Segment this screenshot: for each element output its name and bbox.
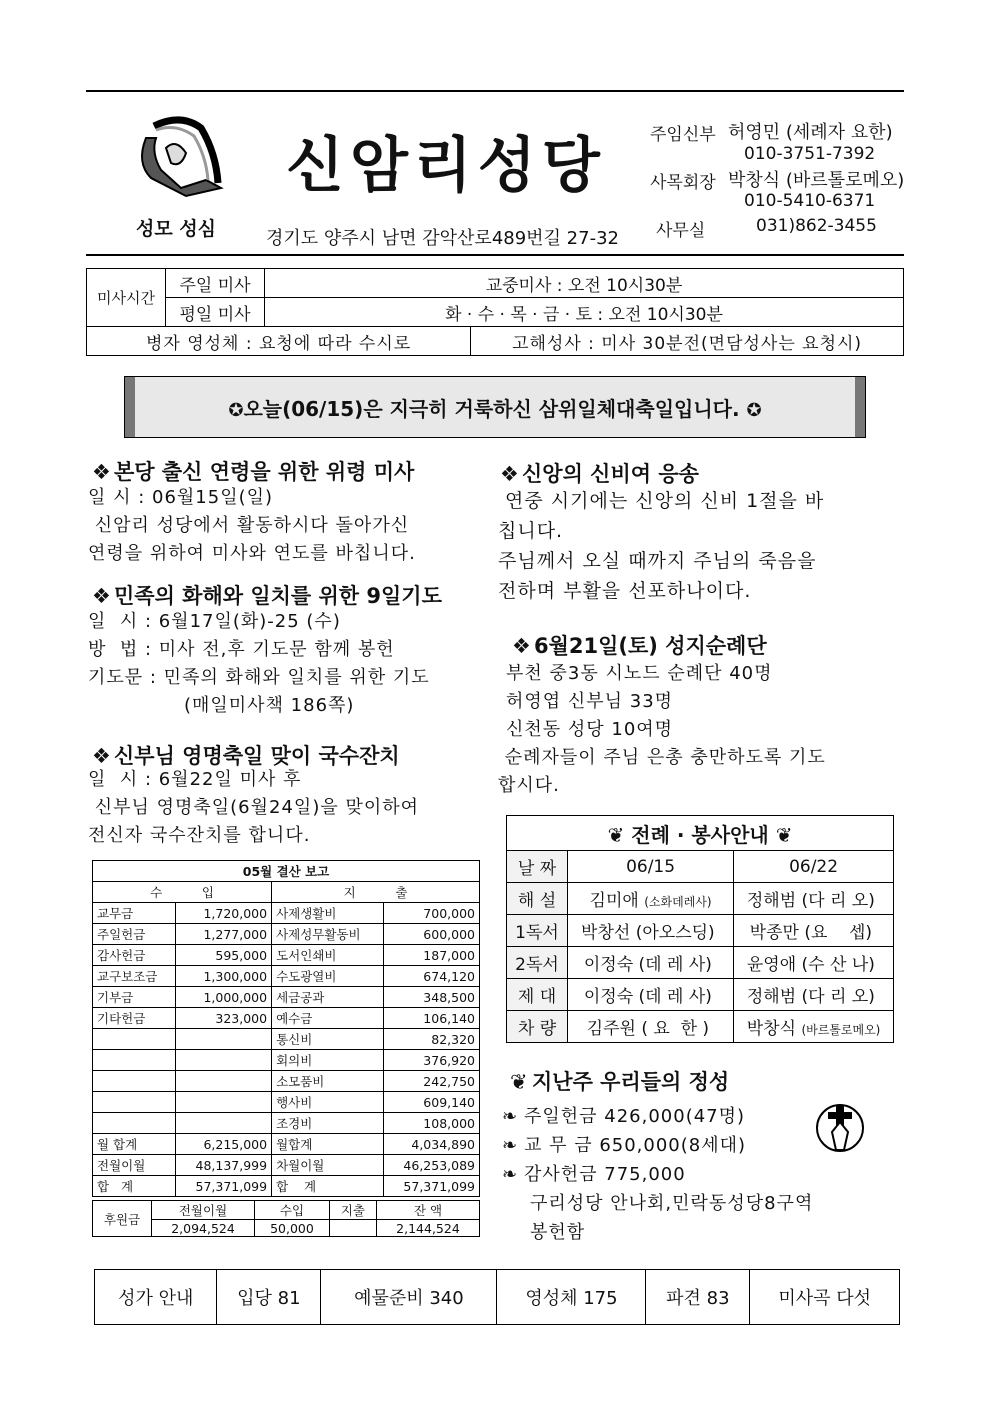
service-table xyxy=(506,815,894,1043)
finance-row xyxy=(93,1113,480,1134)
line: 순례자들이 주님 은총 충만하도록 기도 xyxy=(498,747,826,768)
expense-item: 수도광열비 xyxy=(272,966,384,987)
finance-row xyxy=(93,1134,480,1155)
hymn-row xyxy=(95,1270,900,1325)
support-value xyxy=(329,1220,376,1237)
expense-header: 지 출 xyxy=(272,882,480,903)
hymn-item: 입당 81 xyxy=(217,1270,321,1325)
expense-item: 조경비 xyxy=(272,1113,384,1134)
income-amount xyxy=(175,1113,271,1134)
line: 방 법 : 미사 전,후 기도문 함께 봉헌 xyxy=(88,639,395,660)
support-table xyxy=(92,1200,480,1237)
hymn-label: 성가 안내 xyxy=(95,1270,217,1325)
income-item: 기타헌금 xyxy=(93,1008,176,1029)
weekday-mass-value: 화 · 수 · 목 · 금 · 토 : 오전 10시30분 xyxy=(265,298,904,327)
person-name: 윤영애 (수 산 나) xyxy=(746,955,875,975)
line: 기도문 : 민족의 화해와 일치를 위한 기도 xyxy=(88,667,430,688)
person-name: 정해범 (다 리 오) xyxy=(746,891,875,911)
floral-icon: ❦ xyxy=(775,822,793,847)
finance-row xyxy=(93,924,480,945)
section-title: 본당 출신 연령을 위한 위령 미사 xyxy=(114,460,415,484)
income-amount: 323,000 xyxy=(175,1008,271,1029)
income-item: 교무금 xyxy=(93,903,176,924)
service-person xyxy=(734,947,894,979)
service-row xyxy=(507,883,894,915)
diamond-bullet-icon: ❖ xyxy=(92,744,111,768)
income-amount xyxy=(175,1050,271,1071)
support-label: 후원금 xyxy=(93,1201,152,1237)
expense-amount: 106,140 xyxy=(383,1008,479,1029)
church-name: 신암리성당 xyxy=(286,131,606,201)
confession-info: 고해성사 : 미사 30분전(면담성사는 요청시) xyxy=(471,327,904,356)
offering-thanks: 감사헌금 775,000 xyxy=(524,1164,686,1185)
hymn-item: 미사곡 다섯 xyxy=(750,1270,900,1325)
service-role: 차 량 xyxy=(507,1011,568,1043)
sunday-mass-label: 주일 미사 xyxy=(166,269,265,298)
finance-row xyxy=(93,1008,480,1029)
service-person xyxy=(734,1011,894,1043)
expense-item: 회의비 xyxy=(272,1050,384,1071)
line: 구리성당 안나회,민락동성당8구역 xyxy=(530,1193,814,1214)
praying-hands-icon xyxy=(814,1100,866,1156)
expense-amount: 348,500 xyxy=(383,987,479,1008)
service-role: 제 대 xyxy=(507,979,568,1011)
line: 일 시 : 6월22일 미사 후 xyxy=(88,769,302,790)
support-value: 2,094,524 xyxy=(152,1220,255,1237)
expense-amount: 82,320 xyxy=(383,1029,479,1050)
service-person xyxy=(734,883,894,915)
expense-item: 합 계 xyxy=(272,1176,384,1197)
finance-row xyxy=(93,987,480,1008)
expense-item: 통신비 xyxy=(272,1029,384,1050)
expense-item: 소모품비 xyxy=(272,1071,384,1092)
service-role: 해 설 xyxy=(507,883,568,915)
service-person xyxy=(568,915,734,947)
income-item: 합 계 xyxy=(93,1176,176,1197)
finance-row xyxy=(93,1092,480,1113)
line xyxy=(502,1131,813,1160)
line: 일 시 : 06월15일(일) xyxy=(88,487,274,508)
council-phone: 010-5410-6371 xyxy=(744,191,876,211)
offering-sunday: 주일헌금 426,000(47명) xyxy=(524,1106,746,1127)
income-header: 수 입 xyxy=(93,882,272,903)
section-pilgrimage xyxy=(512,630,767,660)
service-row xyxy=(507,915,894,947)
service-row xyxy=(507,947,894,979)
expense-amount: 57,371,099 xyxy=(383,1176,479,1197)
line: 연령을 위하여 미사와 연도를 바칩니다. xyxy=(88,543,416,564)
income-amount: 1,000,000 xyxy=(175,987,271,1008)
income-item: 교구보조금 xyxy=(93,966,176,987)
finance-row xyxy=(93,1155,480,1176)
memorial-mass-body xyxy=(88,484,416,568)
hymn-item: 예물준비 340 xyxy=(321,1270,497,1325)
expense-item: 월합계 xyxy=(272,1134,384,1155)
service-rows xyxy=(507,883,894,1043)
service-row xyxy=(507,1011,894,1043)
noodle-feast-body xyxy=(88,766,419,850)
acclamation-body xyxy=(498,486,824,606)
leaf-bullet-icon: ❧ xyxy=(502,1135,519,1156)
pastor-name: 허영민 (세례자 요한) xyxy=(728,122,893,143)
support-value: 2,144,524 xyxy=(376,1220,479,1237)
person-name: 이정숙 (데 레 사) xyxy=(583,987,712,1007)
diamond-bullet-icon: ❖ xyxy=(92,584,111,608)
banner xyxy=(124,376,866,438)
line: 전하며 부활을 선포하나이다. xyxy=(498,580,752,602)
person-baptismal-name: (바르톨로메오) xyxy=(801,1023,881,1037)
line: 연중 시기에는 신앙의 신비 1절을 바 xyxy=(498,490,825,512)
service-person xyxy=(568,979,734,1011)
sacred-heart-logo-icon xyxy=(126,108,226,208)
line: 허영엽 신부님 33명 xyxy=(506,691,674,712)
finance-table xyxy=(92,860,480,1197)
expense-amount: 674,120 xyxy=(383,966,479,987)
finance-row xyxy=(93,1071,480,1092)
top-rule xyxy=(86,90,904,92)
person-name: 이정숙 (데 레 사) xyxy=(583,955,712,975)
income-amount: 48,137,999 xyxy=(175,1155,271,1176)
income-item: 기부금 xyxy=(93,987,176,1008)
person-baptismal-name: (소화데레사) xyxy=(644,895,712,909)
pastor-label: 주임신부 xyxy=(650,125,716,145)
service-person xyxy=(734,979,894,1011)
expense-item: 사제생활비 xyxy=(272,903,384,924)
hymn-item: 파견 83 xyxy=(646,1270,750,1325)
finance-row xyxy=(93,1176,480,1197)
weekday-mass-label: 평일 미사 xyxy=(166,298,265,327)
expense-item: 예수금 xyxy=(272,1008,384,1029)
line: 전신자 국수잔치를 합니다. xyxy=(88,825,311,846)
expense-amount: 600,000 xyxy=(383,924,479,945)
income-amount: 595,000 xyxy=(175,945,271,966)
service-date: 06/15 xyxy=(568,851,734,883)
council-label: 사목회장 xyxy=(650,173,716,193)
support-header: 잔 액 xyxy=(376,1201,479,1220)
pastor-phone: 010-3751-7392 xyxy=(744,144,876,164)
expense-amount: 376,920 xyxy=(383,1050,479,1071)
section-offering xyxy=(510,1066,729,1096)
income-item: 전월이월 xyxy=(93,1155,176,1176)
church-address: 경기도 양주시 남면 감악산로489번길 27-32 xyxy=(266,228,619,249)
hymn-item: 영성체 175 xyxy=(497,1270,646,1325)
section-acclamation xyxy=(500,458,699,488)
logo-caption: 성모 성심 xyxy=(136,218,217,240)
line xyxy=(502,1102,813,1131)
diamond-bullet-icon: ❖ xyxy=(500,462,519,486)
service-person xyxy=(568,947,734,979)
income-amount: 1,720,000 xyxy=(175,903,271,924)
banner-text: 오늘(06/15)은 지극히 거룩하신 삼위일체대축일입니다. xyxy=(243,397,740,421)
diamond-bullet-icon: ❖ xyxy=(92,460,111,484)
finance-row xyxy=(93,903,480,924)
income-item xyxy=(93,1092,176,1113)
finance-row xyxy=(93,1050,480,1071)
service-row xyxy=(507,979,894,1011)
leaf-bullet-icon: ❧ xyxy=(502,1164,519,1185)
income-amount: 57,371,099 xyxy=(175,1176,271,1197)
section-title: 6월21일(토) 성지순례단 xyxy=(534,634,767,658)
person-name: 박종만 (요 셉) xyxy=(749,923,873,943)
expense-amount: 700,000 xyxy=(383,903,479,924)
income-item xyxy=(93,1071,176,1092)
line: 칩니다. xyxy=(498,520,564,542)
support-header: 전월이월 xyxy=(152,1201,255,1220)
offering-dues: 교 무 금 650,000(8세대) xyxy=(524,1135,747,1156)
expense-item: 도서인쇄비 xyxy=(272,945,384,966)
income-amount xyxy=(175,1071,271,1092)
star-icon: ✪ xyxy=(228,400,244,421)
section-memorial-mass xyxy=(92,456,414,486)
finance-rows xyxy=(93,903,480,1197)
office-phone: 031)862-3455 xyxy=(756,216,877,236)
mass-schedule-table xyxy=(86,268,904,356)
line xyxy=(502,1160,813,1189)
finance-title: 05월 결산 보고 xyxy=(93,861,480,882)
expense-amount: 46,253,089 xyxy=(383,1155,479,1176)
income-amount: 6,215,000 xyxy=(175,1134,271,1155)
date-label: 날 짜 xyxy=(507,851,568,883)
hymn-table xyxy=(94,1269,900,1325)
line: 주님께서 오실 때까지 주님의 죽음을 xyxy=(498,550,817,572)
expense-item: 세금공과 xyxy=(272,987,384,1008)
sunday-mass-value: 교중미사 : 오전 10시30분 xyxy=(265,269,904,298)
person-name: 정해범 (다 리 오) xyxy=(746,987,875,1007)
person-name: 김주원 ( 요 한 ) xyxy=(586,1019,710,1039)
service-role: 1독서 xyxy=(507,915,568,947)
service-person xyxy=(568,883,734,915)
income-item xyxy=(93,1029,176,1050)
person-name: 박창식 xyxy=(746,1019,797,1039)
line: 봉헌함 xyxy=(530,1222,586,1243)
expense-amount: 609,140 xyxy=(383,1092,479,1113)
expense-amount: 4,034,890 xyxy=(383,1134,479,1155)
office-label: 사무실 xyxy=(656,221,706,241)
logo xyxy=(126,108,226,208)
expense-amount: 242,750 xyxy=(383,1071,479,1092)
service-title-cell xyxy=(507,816,894,851)
service-title: 전례 · 봉사안내 xyxy=(631,822,769,847)
line: (매일미사책 186쪽) xyxy=(184,695,355,716)
line: 부천 중3동 시노드 순례단 40명 xyxy=(506,663,773,684)
section-title: 신부님 영명축일 맞이 국수잔치 xyxy=(114,744,400,768)
offering-body xyxy=(502,1102,813,1247)
expense-amount: 108,000 xyxy=(383,1113,479,1134)
header-bottom-rule xyxy=(86,254,904,256)
pilgrimage-body xyxy=(498,660,826,800)
council-name: 박창식 (바르톨로메오) xyxy=(728,170,905,191)
income-amount: 1,300,000 xyxy=(175,966,271,987)
income-amount: 1,277,000 xyxy=(175,924,271,945)
floral-bullet-icon: ❦ xyxy=(510,1070,528,1094)
income-item: 주일헌금 xyxy=(93,924,176,945)
income-item: 월 합계 xyxy=(93,1134,176,1155)
income-item xyxy=(93,1050,176,1071)
person-name: 박창선 (아오스딩) xyxy=(581,923,715,943)
diamond-bullet-icon: ❖ xyxy=(512,634,531,658)
line: 일 시 : 6월17일(화)-25 (수) xyxy=(88,611,341,632)
income-item xyxy=(93,1113,176,1134)
sick-communion: 병자 영성체 : 요청에 따라 수시로 xyxy=(87,327,471,356)
section-title: 신앙의 신비여 응송 xyxy=(522,462,699,486)
line: 합시다. xyxy=(498,775,560,796)
support-header: 수입 xyxy=(255,1201,330,1220)
section-novena xyxy=(92,580,442,610)
line: 신천동 성당 10여명 xyxy=(506,719,674,740)
expense-item: 행사비 xyxy=(272,1092,384,1113)
support-header: 지출 xyxy=(329,1201,376,1220)
service-person xyxy=(568,1011,734,1043)
section-title: 지난주 우리들의 정성 xyxy=(532,1070,730,1094)
expense-item: 차월이월 xyxy=(272,1155,384,1176)
income-item: 감사헌금 xyxy=(93,945,176,966)
service-date: 06/22 xyxy=(734,851,894,883)
income-amount xyxy=(175,1092,271,1113)
income-amount xyxy=(175,1029,271,1050)
section-title: 민족의 화해와 일치를 위한 9일기도 xyxy=(114,584,442,608)
expense-amount: 187,000 xyxy=(383,945,479,966)
service-person xyxy=(734,915,894,947)
line: 신암리 성당에서 활동하시다 돌아가신 xyxy=(88,515,410,536)
expense-item: 사제성무활동비 xyxy=(272,924,384,945)
finance-row xyxy=(93,966,480,987)
support-value: 50,000 xyxy=(255,1220,330,1237)
banner-text-row xyxy=(125,393,865,422)
finance-row xyxy=(93,1029,480,1050)
star-icon-right: ✪ xyxy=(746,400,762,421)
mass-label: 미사시간 xyxy=(87,269,166,327)
line: 신부님 영명축일(6월24일)을 맞이하여 xyxy=(88,797,419,818)
floral-icon: ❦ xyxy=(607,822,625,847)
leaf-bullet-icon: ❧ xyxy=(502,1106,519,1127)
novena-body xyxy=(88,608,430,720)
finance-row xyxy=(93,945,480,966)
person-name: 김미애 xyxy=(589,891,639,911)
service-role: 2독서 xyxy=(507,947,568,979)
